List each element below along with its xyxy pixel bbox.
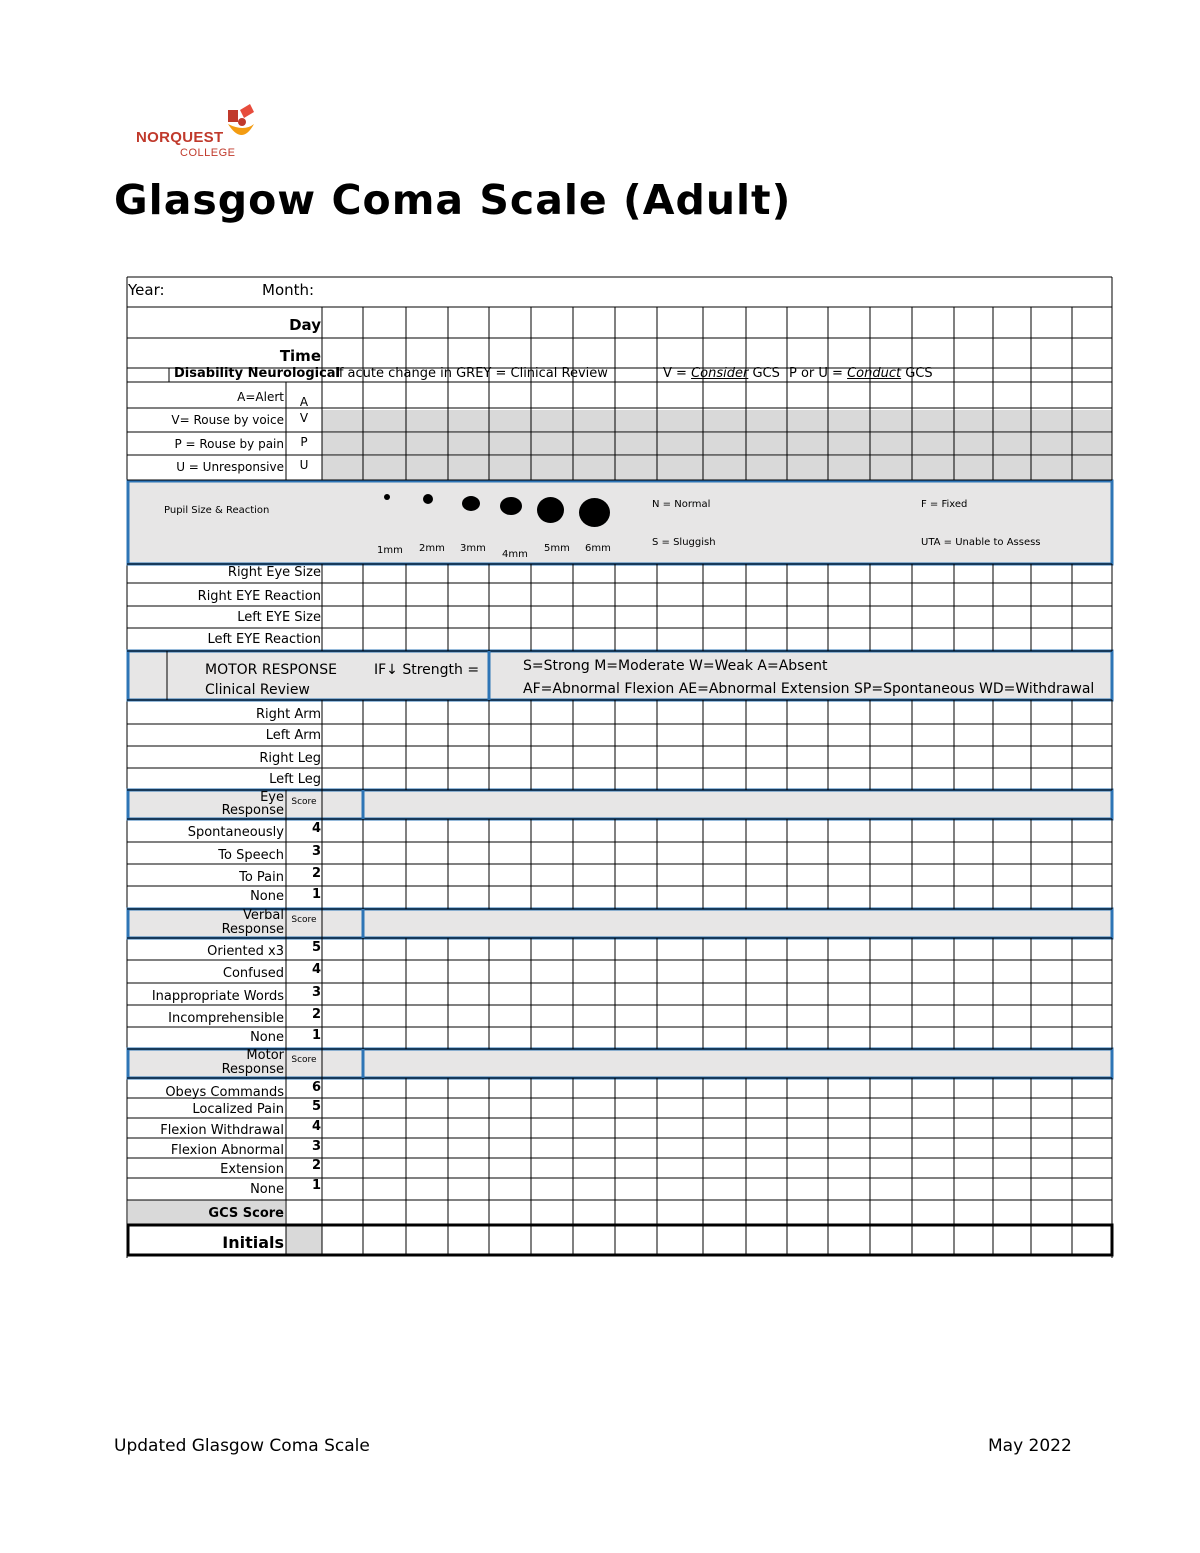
verbal-row-label: Confused [222, 966, 284, 981]
initials-grey-cell [286, 1225, 322, 1255]
pu-gcs: GCS [901, 366, 933, 381]
motor-row-score: 4 [311, 1119, 321, 1134]
motor-strength-if: IF↓ Strength = [374, 662, 480, 678]
day-label: Day [289, 316, 321, 334]
eye-row-label: To Speech [218, 848, 284, 863]
limb-row-label: Left Leg [269, 772, 321, 787]
limb-row-label: Left Arm [265, 728, 321, 743]
score-label: Score [291, 915, 317, 925]
pu-conduct: Conduct [847, 366, 902, 381]
avpu-row-code: U [299, 458, 309, 472]
pupil-label: Pupil Size & Reaction [164, 505, 270, 516]
verbal-row-label: Incomprehensible [168, 1011, 284, 1026]
eye-response-title: Response [221, 803, 284, 818]
pupil-size-label: 6mm [585, 543, 611, 554]
motor-row-label: Extension [220, 1162, 284, 1177]
verbal-row-label: Oriented x3 [207, 944, 284, 959]
avpu-row-label: U = Unresponsive [176, 460, 284, 474]
v-consider: Consider [691, 366, 749, 381]
verbal-row-score: 3 [311, 985, 321, 1000]
motor-strength-label: Clinical Review [205, 682, 310, 698]
avpu-row-code: P [300, 435, 308, 449]
motor-row-score: 6 [311, 1080, 321, 1095]
eye-row-score: 2 [311, 866, 321, 881]
verbal-row-label: Inappropriate Words [151, 989, 284, 1004]
disability-note: If acute change in GREY = Clinical Review [335, 366, 608, 381]
motor-row-label: Flexion Withdrawal [160, 1123, 284, 1138]
verbal-row-score: 2 [311, 1007, 321, 1022]
motor-strength-legend: S=Strong M=Moderate W=Weak A=Absent [523, 658, 828, 674]
pupil-size-label: 1mm [377, 545, 403, 556]
disability-v-note [663, 367, 780, 380]
footer-left: Updated Glasgow Coma Scale [114, 1436, 370, 1456]
motor-response-title: Motor [246, 1048, 284, 1063]
pupil-row-label: Left EYE Size [237, 610, 321, 625]
pupil-row-label: Left EYE Reaction [207, 632, 321, 647]
v-gcs: GCS [748, 366, 780, 381]
motor-row-label: Localized Pain [192, 1102, 284, 1117]
verbal-row-score: 5 [311, 940, 321, 955]
limb-row-label: Right Leg [259, 751, 321, 766]
disability-label: Disability Neurological [174, 366, 341, 381]
logo-sub: COLLEGE [180, 147, 236, 159]
pupil-4mm-icon [500, 497, 522, 515]
score-label: Score [291, 1055, 317, 1065]
motor-strength-legend: AF=Abnormal Flexion AE=Abnormal Extension SP=Spontaneous WD=Withdrawal [523, 681, 1095, 697]
pupil-size-label: 4mm [502, 549, 528, 560]
pupil-size-label: 3mm [460, 543, 486, 554]
verbal-row-score: 4 [311, 962, 321, 977]
motor-row-score: 3 [311, 1139, 321, 1154]
pupil-legend: S = Sluggish [652, 537, 716, 548]
eye-row-label: To Pain [239, 870, 284, 885]
page-title: Glasgow Coma Scale (Adult) [114, 176, 792, 224]
verbal-row-label: None [250, 1030, 284, 1045]
avpu-row-code: A [299, 395, 309, 409]
motor-row-label: None [250, 1182, 284, 1197]
month-label: Month: [262, 281, 315, 299]
pupil-row-label: Right Eye Size [227, 565, 321, 580]
limb-row-label: Right Arm [255, 707, 321, 722]
eye-response-title: Eye [260, 790, 284, 805]
eye-row-score: 1 [311, 887, 321, 902]
disability-pu-note [789, 367, 933, 380]
eye-row-score: 4 [311, 821, 321, 836]
year-label: Year: [128, 281, 165, 299]
pupil-size-label: 5mm [544, 543, 570, 554]
pupil-5mm-icon [537, 497, 564, 523]
pupil-legend: F = Fixed [921, 499, 968, 510]
logo-name: NORQUEST [136, 129, 224, 146]
verbal-response-title: Response [221, 922, 284, 937]
motor-response-title: Response [221, 1062, 284, 1077]
pupil-legend-box [128, 481, 1112, 564]
avpu-row-label: P = Rouse by pain [174, 437, 284, 451]
motor-row-score: 1 [311, 1178, 321, 1193]
pu-prefix: P or U = [789, 366, 848, 381]
footer-right: May 2022 [988, 1436, 1072, 1456]
pupil-3mm-icon [462, 496, 480, 511]
pupil-2mm-icon [423, 494, 433, 504]
score-label: Score [291, 797, 317, 807]
verbal-response-title: Verbal [242, 908, 284, 923]
eye-row-score: 3 [311, 844, 321, 859]
pupil-1mm-icon [384, 494, 390, 500]
motor-row-score: 2 [311, 1158, 321, 1173]
v-prefix: V = [663, 366, 692, 381]
pupil-row-label: Right EYE Reaction [197, 589, 321, 604]
eye-row-label: None [250, 889, 284, 904]
initials-label: Initials [222, 1233, 284, 1252]
time-label: Time [279, 347, 321, 365]
avpu-row-label: A=Alert [237, 390, 284, 404]
avpu-row-code: V [299, 411, 309, 425]
motor-row-label: Flexion Abnormal [170, 1143, 284, 1158]
pupil-legend: UTA = Unable to Assess [921, 537, 1041, 548]
motor-row-label: Obeys Commands [165, 1085, 284, 1100]
pupil-legend: N = Normal [652, 499, 711, 510]
verbal-row-score: 1 [311, 1028, 321, 1043]
pupil-size-label: 2mm [419, 543, 445, 554]
eye-row-label: Spontaneously [187, 825, 284, 840]
pupil-6mm-icon [579, 498, 610, 527]
gcs-score-label: GCS Score [208, 1206, 284, 1221]
avpu-row-label: V= Rouse by voice [171, 413, 284, 427]
motor-strength-label: MOTOR RESPONSE [205, 662, 337, 678]
motor-row-score: 5 [311, 1099, 321, 1114]
